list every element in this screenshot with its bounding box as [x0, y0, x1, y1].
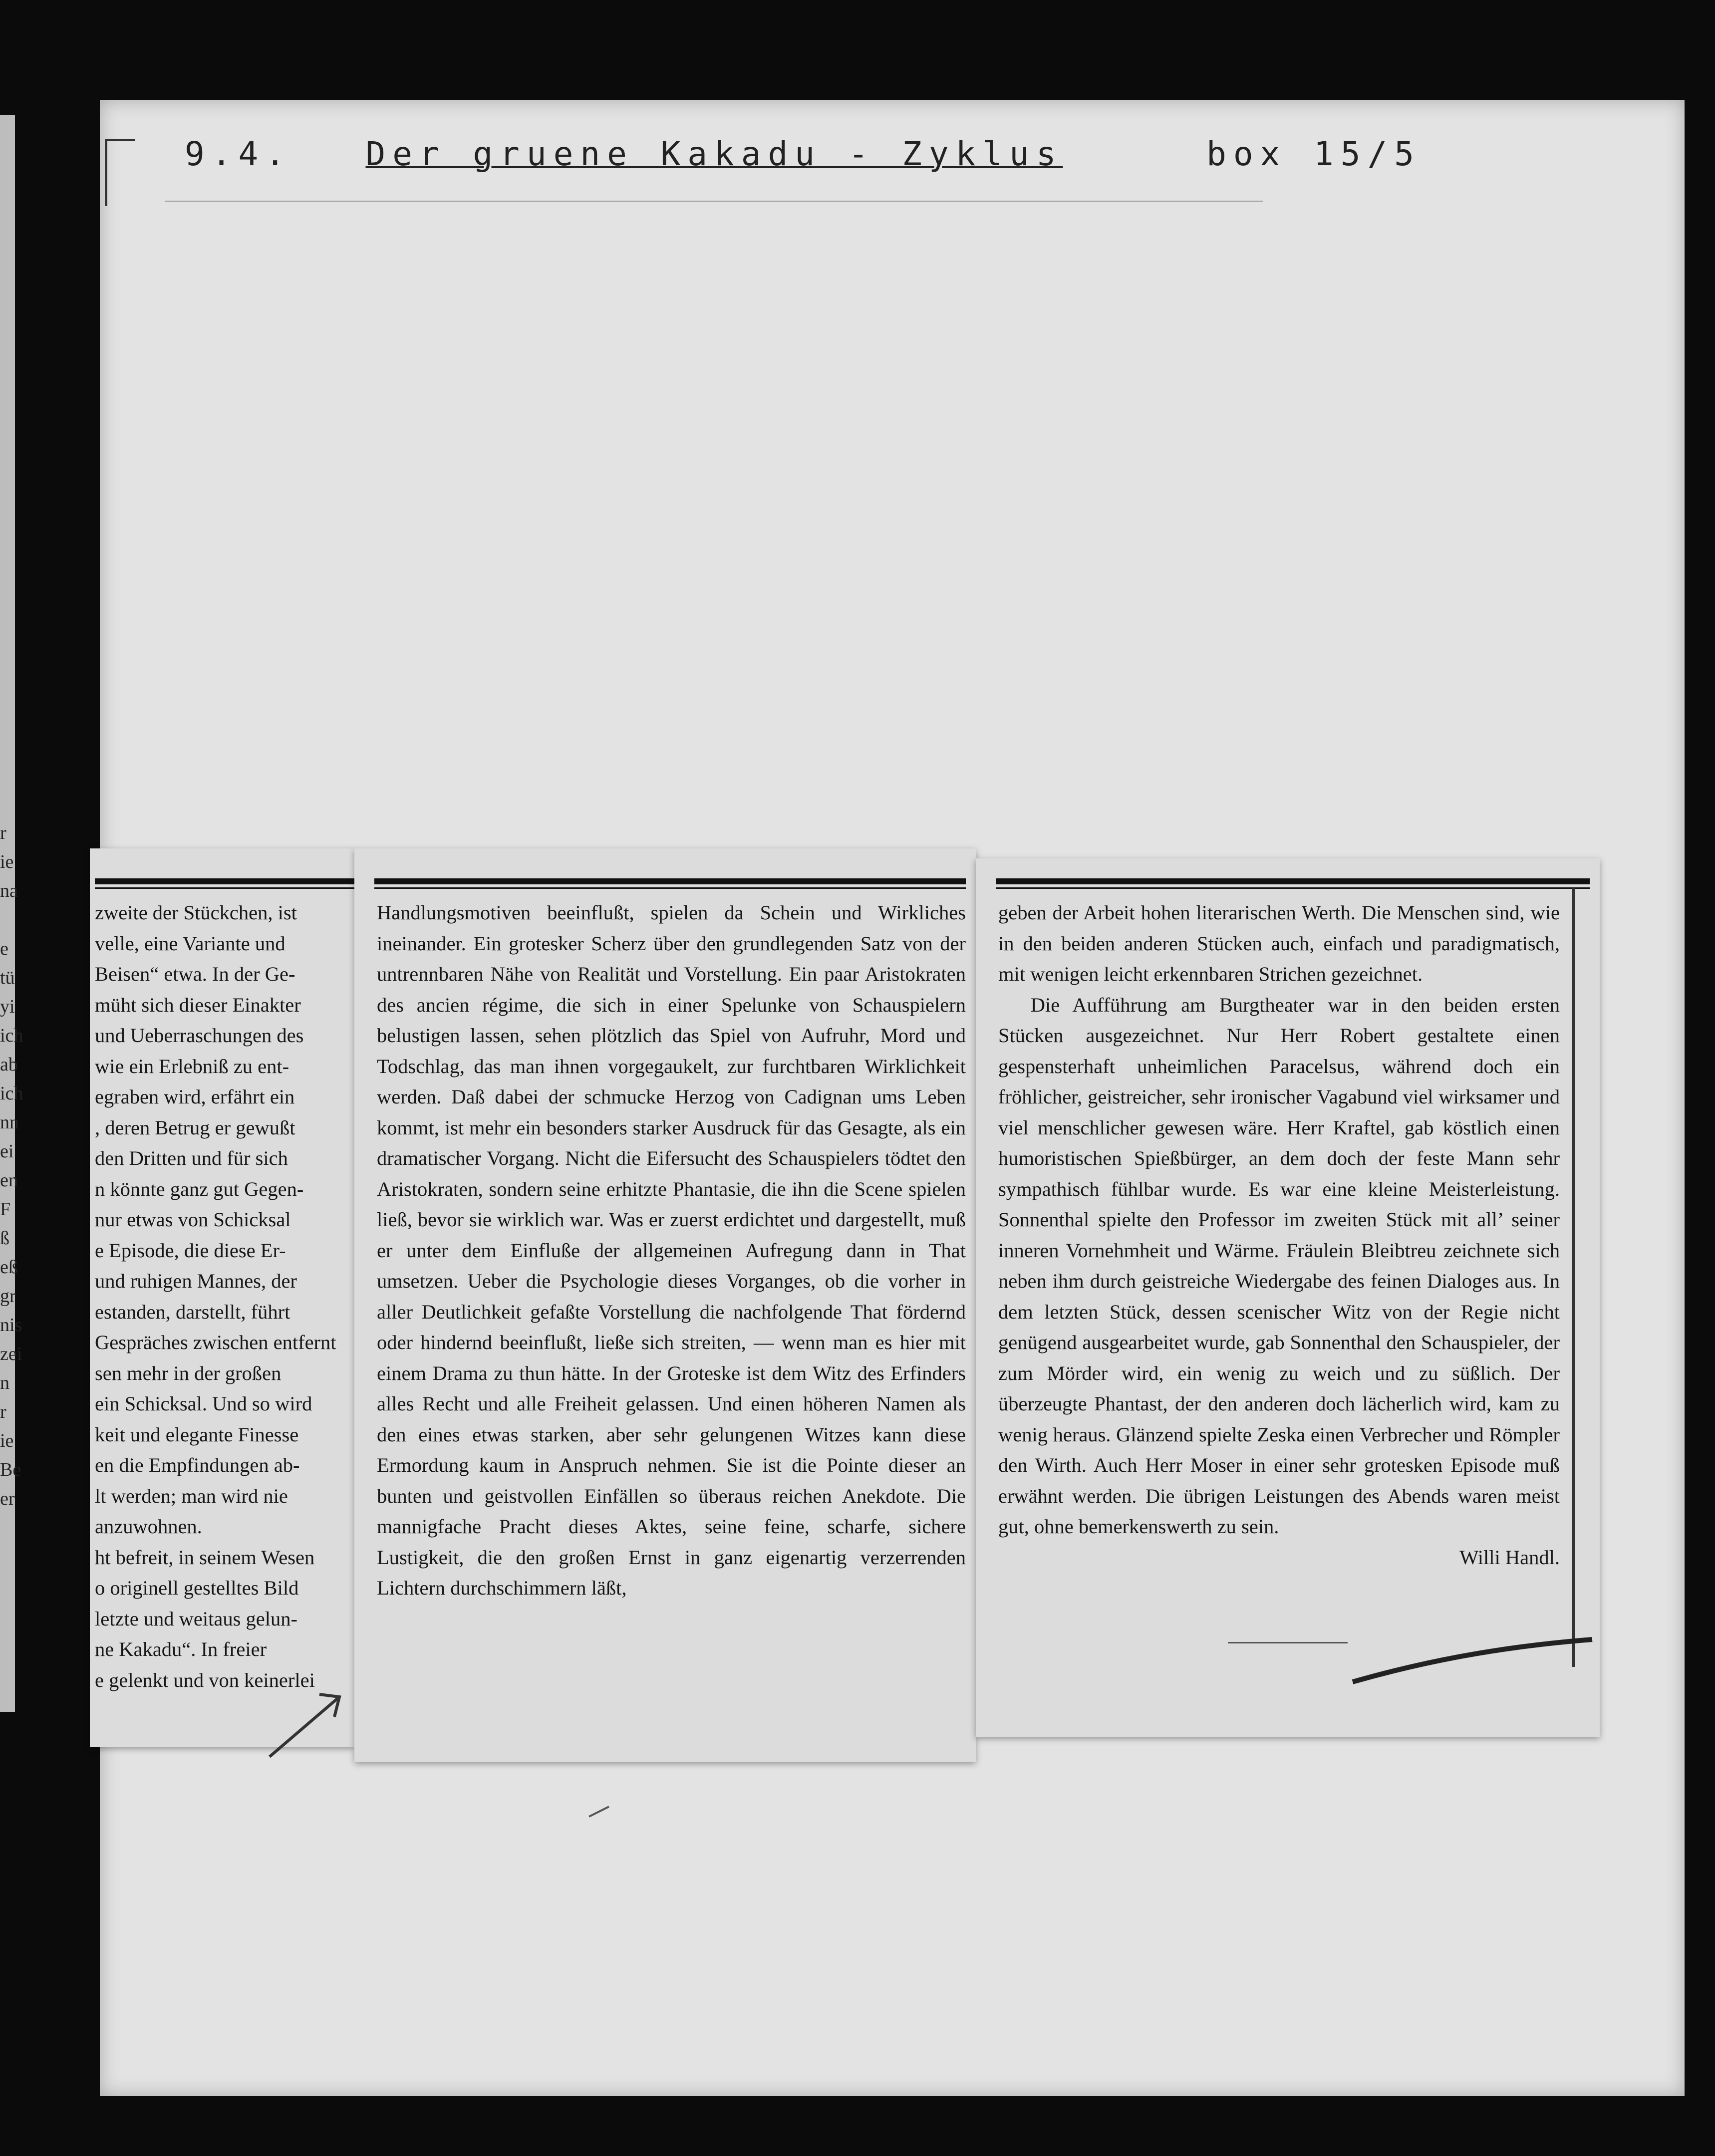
- column-1-line: , deren Betrug er gewußt: [95, 1116, 295, 1139]
- column-1-line: o originell gestelltes Bild: [95, 1577, 299, 1599]
- column-1-line: lt werden; man wird nie: [95, 1484, 288, 1507]
- column-1-line: Beisen“ etwa. In der Ge-: [95, 963, 295, 985]
- edge-fragment: tü: [0, 967, 15, 988]
- edge-fragment: ß: [0, 1228, 9, 1249]
- edge-fragment: Be: [0, 1459, 21, 1480]
- edge-fragment: ie: [0, 851, 14, 872]
- header-title: Der gruene Kakadu - Zyklus: [365, 135, 1063, 173]
- author-signature: Willi Handl.: [1459, 1546, 1560, 1569]
- edge-fragment: zei: [0, 1344, 22, 1364]
- column-1-line: müht sich dieser Einakter: [95, 993, 301, 1016]
- column-1-line: estanden, darstellt, führt: [95, 1300, 290, 1323]
- edge-fragment: F: [0, 1199, 11, 1220]
- edge-fragment: gr: [0, 1286, 16, 1307]
- column-1-line: e Episode, die diese Er-: [95, 1239, 286, 1262]
- edge-fragment: na: [0, 880, 18, 901]
- column-1-line: Gespräches zwischen entfernt: [95, 1331, 336, 1353]
- column-1-line: zweite der Stückchen, ist: [95, 901, 297, 924]
- column-1-line: den Dritten und für sich: [95, 1147, 288, 1169]
- column-1-line: nur etwas von Schicksal: [95, 1208, 291, 1231]
- edge-fragment: yi: [0, 996, 15, 1017]
- edge-fragment: nis: [0, 1315, 22, 1336]
- column-2-text: Handlungsmotiven beeinflußt, spielen da Schein und Wirkliches ineinander. Ein grotesker Scherz über den grundlegenden Satz von der untrennbaren Nähe von Realität und Vorstellung. Ein paar Aristokraten des ancien régime, die sich in einer Spelunke von Schauspielern belustigen lassen, sehen plötzlich das Spiel von Aufruhr, Mord und Todschlag, das man ihnen vorgegaukelt, zur furchtbaren Wirklichkeit werden. Daß dabei der schmucke Herzog von Cadignan ums Leben kommt, ist mehr ein besonders starker Ausdruck für das Gesagte, als ein dramatischer Vorgang. Nicht die Eifersucht des Schauspielers tödtet den Aristokraten, sondern seine erhitzte Phantasie, die ihn die Scene spielen ließ, bevor sie wirklich war. Was er zuerst erdichtet und dargestellt, muß er unter dem Einfluße der allgemeinen Aufregung dann in That umsetzen. Ueber die Psychologie dieses Vorganges, ob die vorher in aller Deutlichkeit gefaßte Vorstellung die nachfolgende That fördernd oder hindernd beeinflußt, ließe sich streiten, — wenn man es hier mit einem Drama zu thun hätte. In der Groteske ist dem Witz des Erfinders alles Recht und alle Freiheit gelassen. Und einen höheren Namen als den eines etwas starken, aber sehr gelungenen Witzes kann diese Ermordung kaum in Anspruch nehmen. Sie ist die Pointe dieser an bunten und geistvollen Einfällen so überaus reichen Anekdote. Die mannigfache Pracht dieses Aktes, seine feine, scharfe, sichere Lustigkeit, die den großen Ernst in ganz eigenartig verzerrenden Lichtern durchschimmern läßt,: [377, 901, 966, 1599]
- edge-fragment: er: [0, 1488, 15, 1509]
- edge-fragment: ab: [0, 1054, 18, 1075]
- review-paragraph-1: geben der Arbeit hohen literarischen Werth. Die Menschen sind, wie in den beiden anderen Stücken auch, einfach und paradigmatisch, mit wenigen leicht erkennbaren Strichen gezeichnet.: [998, 901, 1560, 985]
- edge-fragment: ei: [0, 1141, 14, 1162]
- edge-fragment: eß: [0, 1257, 18, 1278]
- column-1-line: keit und elegante Finesse: [95, 1423, 299, 1446]
- edge-fragment: ich: [0, 1025, 23, 1046]
- column-1-line: anzuwohnen.: [95, 1515, 202, 1538]
- column-1-line: ne Kakadu“. In freier: [95, 1638, 267, 1660]
- arrow-mark: [270, 1694, 339, 1757]
- column-1-line: wie ein Erlebniß zu ent-: [95, 1055, 289, 1078]
- column-1-line: en die Empfindungen ab-: [95, 1454, 300, 1476]
- column-1-line: e gelenkt und von keinerlei: [95, 1668, 315, 1691]
- column-1-line: ein Schicksal. Und so wird: [95, 1392, 312, 1415]
- column-1-line: sen mehr in der großen: [95, 1361, 282, 1384]
- column-1-line: und ruhigen Mannes, der: [95, 1270, 297, 1292]
- edge-fragment: ie: [0, 1430, 14, 1451]
- edge-fragment: r: [0, 1401, 6, 1422]
- column-1-line: letzte und weitaus gelun-: [95, 1607, 297, 1630]
- column-1-line: n könnte ganz gut Gegen-: [95, 1177, 304, 1200]
- column-1-line: und Ueberraschungen des: [95, 1024, 304, 1047]
- box-number: box 15/5: [1206, 135, 1421, 173]
- edge-fragment: en: [0, 1170, 18, 1191]
- edge-fragment: n: [0, 1372, 9, 1393]
- section-number: 9.4.: [185, 135, 292, 173]
- edge-fragment: r: [0, 822, 6, 843]
- column-1-line: egraben wird, erfährt ein: [95, 1085, 295, 1108]
- column-1-line: velle, eine Variante und: [95, 932, 286, 955]
- edge-fragment: e: [0, 938, 8, 959]
- review-paragraph-2: Die Aufführung am Burgtheater war in den beiden ersten Stücken ausgezeichnet. Nur Herr Robert gestaltete einen gespensterhaft unheimlichen Paracelsus, während doch ein fröhlicher, geistreicher, sehr ironischer Vagabund viel wirksamer und viel menschlicher gewesen wäre. Herr Kraftel, gab köstlich einen humoristischen Spießbürger, an dem doch der feste Mann sehr sympathisch fühlbar wurde. Es war eine kleine Meisterleistung. Sonnenthal spielte den Professor im zweiten Stück mit all’ seiner inneren Vornehmheit und Wärme. Fräulein Bleibtreu zeichnete sich neben ihm durch geistreiche Wiedergabe des feinen Dialoges aus. In dem letzten Stück, dessen scenischer Witz von der Regie nicht genügend ausgearbeitet wurde, gab Sonnenthal den Schauspieler, der zum Mörder wird, ein wenig zu weich und zu süßlich. Der überzeugte Phantast, der den anderen doch lächerlich wird, kam zu wenig heraus. Glänzend spielte Zeska einen Verbrecher und Römpler den Wirth. Auch Herr Moser in einer sehr grotesken Episode muß erwähnt werden. Die übrigen Leistungen des Abends waren meist gut, ohne bemerkenswerth zu sein.: [998, 993, 1560, 1538]
- column-1-line: ht befreit, in seinem Wesen: [95, 1546, 315, 1569]
- edge-fragment: ich: [0, 1083, 23, 1104]
- pen-stroke: [1353, 1639, 1592, 1682]
- edge-fragment: nn: [0, 1112, 19, 1133]
- pencil-tick: [589, 1807, 609, 1817]
